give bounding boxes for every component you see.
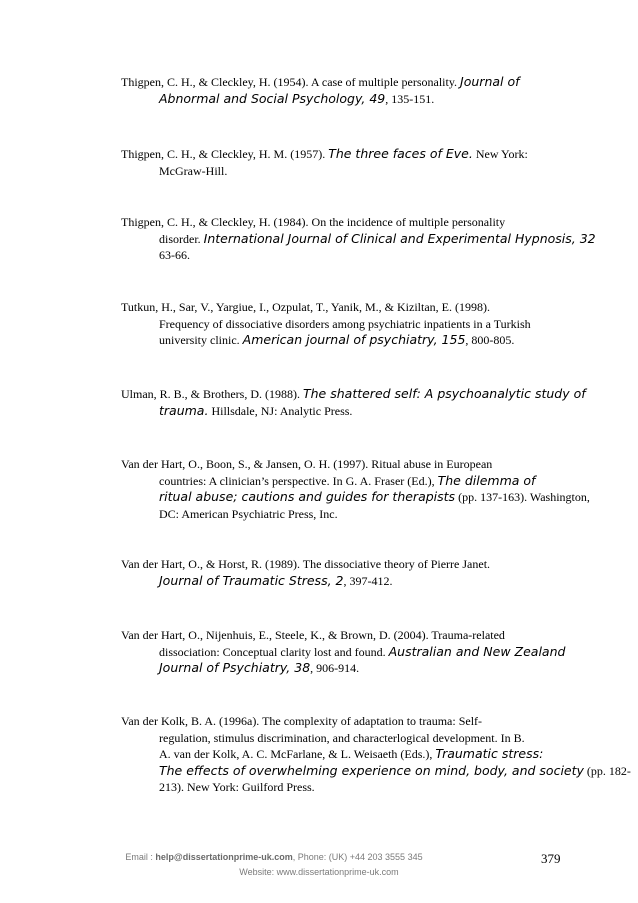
book-title: ritual abuse; cautions and guides for therapists xyxy=(159,489,456,504)
reference-line xyxy=(121,316,621,333)
reference-line xyxy=(121,74,621,91)
reference-line xyxy=(121,506,621,523)
reference-text: Thigpen, C. H., & Cleckley, H. M. (1957). xyxy=(121,147,329,161)
reference-text: Hillsdale, NJ: Analytic Press. xyxy=(208,403,353,418)
reference-line xyxy=(121,556,621,573)
reference-text: regulation, stimulus discrimination, and characterlogical development. In B. xyxy=(159,730,525,745)
reference-line xyxy=(121,403,621,420)
reference-entry xyxy=(121,299,621,349)
reference-entry xyxy=(121,386,621,419)
reference-line xyxy=(121,713,621,730)
reference-entry xyxy=(121,214,621,264)
reference-text: Thigpen, C. H., & Cleckley, H. (1954). A case of multiple personality. xyxy=(121,75,461,89)
reference-entry xyxy=(121,627,621,677)
reference-line xyxy=(121,762,631,780)
footer-email-link[interactable]: help@dissertationprime-uk.com xyxy=(155,852,293,862)
reference-text: Thigpen, C. H., & Cleckley, H. (1984). On the incidence of multiple personality xyxy=(121,215,506,229)
reference-text: Van der Hart, O., Nijenhuis, E., Steele, K., & Brown, D. (2004). Trauma-related xyxy=(121,628,505,642)
reference-text: , 397-412. xyxy=(343,573,393,588)
journal-title: Journal of Traumatic Stress, 2 xyxy=(159,572,344,588)
reference-text: (pp. 137-163). Washington, xyxy=(455,490,590,504)
reference-text: Tutkun, H., Sar, V., Yargiue, I., Ozpulat, T., Yanik, M., & Kiziltan, E. (1998). xyxy=(121,300,490,314)
journal-title: Australian and New Zealand xyxy=(388,643,566,659)
reference-entry xyxy=(121,146,621,179)
reference-text: Van der Hart, O., Boon, S., & Jansen, O. H. (1997). Ritual abuse in European xyxy=(121,457,493,471)
page-number: 379 xyxy=(541,851,561,866)
journal-title: International Journal of Clinical and Experimental Hypnosis, 32 xyxy=(203,230,596,246)
journal-title: Abnormal and Social Psychology, 49 xyxy=(159,90,386,106)
footer-phone: , Phone: (UK) +44 203 3555 345 xyxy=(292,852,423,862)
reference-line xyxy=(121,299,621,316)
reference-text: Van der Hart, O., & Horst, R. (1989). The dissociative theory of Pierre Janet. xyxy=(121,557,491,571)
reference-line xyxy=(121,473,621,490)
reference-text: New York: xyxy=(472,147,528,161)
footer-website[interactable]: Website: www.dissertationprime-uk.com xyxy=(239,867,399,877)
book-title: trauma. xyxy=(159,402,209,418)
reference-text: DC: American Psychiatric Press, Inc. xyxy=(159,506,338,521)
reference-text: , 906-914. xyxy=(310,661,360,675)
reference-line xyxy=(121,247,621,264)
book-title: The three faces of Eve. xyxy=(328,146,473,161)
journal-title: Journal of xyxy=(460,74,520,89)
reference-line xyxy=(121,214,621,231)
book-title: Traumatic stress: xyxy=(435,746,544,761)
reference-line xyxy=(121,146,621,163)
book-title: The dilemma of xyxy=(437,472,536,488)
reference-line xyxy=(121,746,621,763)
reference-entry xyxy=(121,556,621,589)
journal-title: Journal of Psychiatry, 38 xyxy=(159,660,311,675)
reference-text: , 135-151. xyxy=(385,91,435,106)
reference-line xyxy=(121,386,621,403)
reference-line xyxy=(121,91,621,108)
reference-line xyxy=(121,163,621,180)
reference-entry xyxy=(121,713,631,796)
book-title: The effects of overwhelming experience on mind, body, and society xyxy=(159,762,584,778)
reference-line xyxy=(121,627,621,644)
reference-line xyxy=(121,660,621,677)
reference-text: , 800-805. xyxy=(465,333,515,347)
reference-entry xyxy=(121,74,621,107)
reference-text: 63-66. xyxy=(159,248,190,262)
reference-line xyxy=(121,332,621,349)
reference-text: university clinic. xyxy=(159,333,243,347)
reference-text: disorder. xyxy=(159,231,204,246)
reference-line xyxy=(121,231,621,248)
reference-text: Frequency of dissociative disorders among psychiatric inpatients in a Turkish xyxy=(159,316,531,331)
book-title: The shattered self: A psychoanalytic study of xyxy=(303,386,586,401)
reference-line xyxy=(121,573,621,590)
reference-text: (pp. 182- xyxy=(583,763,631,778)
reference-text: McGraw-Hill. xyxy=(159,163,228,178)
reference-text: dissociation: Conceptual clarity lost and found. xyxy=(159,644,389,659)
reference-line xyxy=(121,644,621,661)
footer-email-label: Email : xyxy=(125,852,156,862)
journal-title: American journal of psychiatry, 155 xyxy=(242,332,466,347)
reference-line xyxy=(121,779,621,796)
reference-text: Ulman, R. B., & Brothers, D. (1988). xyxy=(121,387,303,401)
reference-line xyxy=(121,730,621,747)
reference-line xyxy=(121,456,621,473)
reference-text: 213). New York: Guilford Press. xyxy=(159,780,315,794)
reference-entry xyxy=(121,456,621,522)
reference-text: A. van der Kolk, A. C. McFarlane, & L. Weisaeth (Eds.), xyxy=(159,747,436,761)
reference-text: Van der Kolk, B. A. (1996a). The complexity of adaptation to trauma: Self- xyxy=(121,714,483,728)
reference-text: countries: A clinician’s perspective. In G. A. Fraser (Ed.), xyxy=(159,473,438,488)
reference-line xyxy=(121,489,621,506)
